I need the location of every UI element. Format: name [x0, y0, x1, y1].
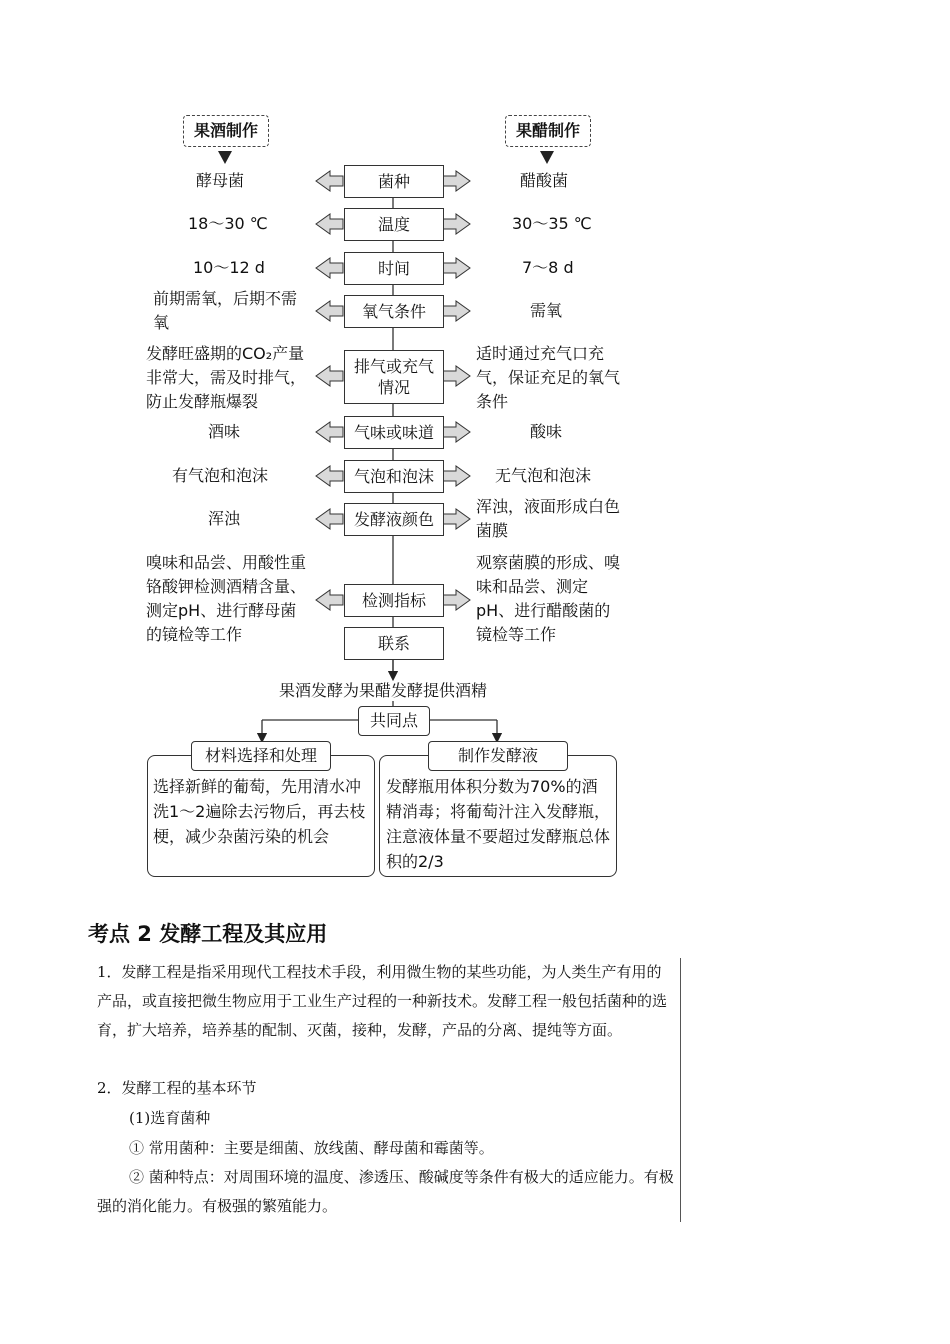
right-block-arrow	[443, 214, 470, 234]
left-block-arrow	[316, 466, 343, 486]
vinegar-down-arrow	[540, 151, 554, 164]
center-box-detection: 检测指标	[344, 584, 444, 617]
left-text-oxygen: 前期需氧，后期不需氧	[153, 289, 298, 332]
common-label: 共同点	[358, 706, 430, 736]
left-text-strain: 酵母菌	[196, 171, 245, 190]
center-box-strain: 菌种	[344, 165, 444, 198]
right-block-arrow	[443, 301, 470, 321]
paragraph-5: ② 菌种特点：对周围环境的温度、渗透压、酸碱度等条件有极大的适应能力。有极强的消化能力。有极强的繁殖能力。	[97, 1168, 674, 1215]
paragraph-1: 1．发酵工程是指采用现代工程技术手段，利用微生物的某些功能，为人类生产有用的产品，或直接把微生物应用于工业生产过程的一种新技术。发酵工程一般包括菌种的选育，扩大培养，培养基的配制、灭菌，接种，发酵，产品的分离、提纯等方面。	[97, 963, 668, 1039]
material-box-text: 选择新鲜的葡萄，先用清水冲洗1～2遍除去污物后，再去枝梗，减少杂菌污染的机会	[153, 777, 366, 846]
center-box-smell: 气味或味道	[344, 416, 444, 449]
right-block-arrow	[443, 422, 470, 442]
paragraph-4: ① 常用菌种：主要是细菌、放线菌、酵母菌和霉菌等。	[129, 1139, 494, 1157]
left-block-arrow	[316, 509, 343, 529]
left-block-arrow	[316, 258, 343, 278]
left-text-detection: 嗅味和品尝、用酸性重铬酸钾检测酒精含量、测定pH、进行酵母菌的镜检等工作	[146, 553, 307, 644]
left-block-arrow	[316, 214, 343, 234]
paragraph-2: 2．发酵工程的基本环节	[97, 1079, 257, 1097]
right-text-temperature: 30～35 ℃	[512, 214, 592, 233]
right-block-arrow	[443, 466, 470, 486]
right-text-strain: 醋酸菌	[520, 171, 569, 190]
right-text-time: 7～8 d	[522, 258, 574, 277]
left-block-arrow	[316, 171, 343, 191]
left-block-arrow	[316, 301, 343, 321]
right-block-arrow	[443, 366, 470, 386]
right-text-oxygen: 需氧	[530, 301, 563, 320]
left-text-venting: 发酵旺盛期的CO₂产量非常大，需及时排气，防止发酵瓶爆裂	[146, 344, 307, 411]
ferment-box-text: 发酵瓶用体积分数为70%的酒精消毒；将葡萄汁注入发酵瓶，注意液体量不要超过发酵瓶总体积的2/3	[386, 777, 611, 871]
center-box-color: 发酵液颜色	[344, 503, 444, 536]
right-block-arrow	[443, 509, 470, 529]
link-text: 果酒发酵为果醋发酵提供酒精	[279, 681, 488, 700]
center-box-venting: 排气或充气情况	[344, 350, 444, 404]
left-text-color: 浑浊	[208, 509, 241, 528]
paragraph-3: (1)选育菌种	[129, 1109, 211, 1127]
right-block-arrow	[443, 258, 470, 278]
right-text-venting: 适时通过充气口充气，保证充足的氧气条件	[476, 344, 621, 411]
right-block-arrow	[443, 590, 470, 610]
material-box-title: 材料选择和处理	[191, 741, 331, 771]
vinegar-making-label: 果醋制作	[505, 115, 591, 147]
left-block-arrow	[316, 366, 343, 386]
section-right-rule	[680, 958, 681, 1222]
left-block-arrow	[316, 590, 343, 610]
right-text-bubbles: 无气泡和泡沫	[495, 466, 592, 485]
center-box-bubbles: 气泡和泡沫	[344, 460, 444, 493]
right-text-smell: 酸味	[530, 422, 563, 441]
left-text-temperature: 18～30 ℃	[188, 214, 268, 233]
left-text-smell: 酒味	[208, 422, 241, 441]
center-box-oxygen: 氧气条件	[344, 295, 444, 328]
center-box-temperature: 温度	[344, 208, 444, 241]
left-text-time: 10～12 d	[193, 258, 265, 277]
right-block-arrow	[443, 171, 470, 191]
section-heading: 考点 2 发酵工程及其应用	[88, 922, 328, 946]
wine-down-arrow	[218, 151, 232, 164]
left-block-arrow	[316, 422, 343, 442]
left-text-bubbles: 有气泡和泡沫	[172, 466, 269, 485]
center-box-time: 时间	[344, 252, 444, 285]
wine-making-label: 果酒制作	[183, 115, 269, 147]
right-text-color: 浑浊，液面形成白色菌膜	[476, 497, 621, 540]
right-text-detection: 观察菌膜的形成、嗅味和品尝、测定pH、进行醋酸菌的镜检等工作	[476, 553, 621, 644]
ferment-box-title: 制作发酵液	[428, 741, 568, 771]
center-box-link: 联系	[344, 627, 444, 660]
